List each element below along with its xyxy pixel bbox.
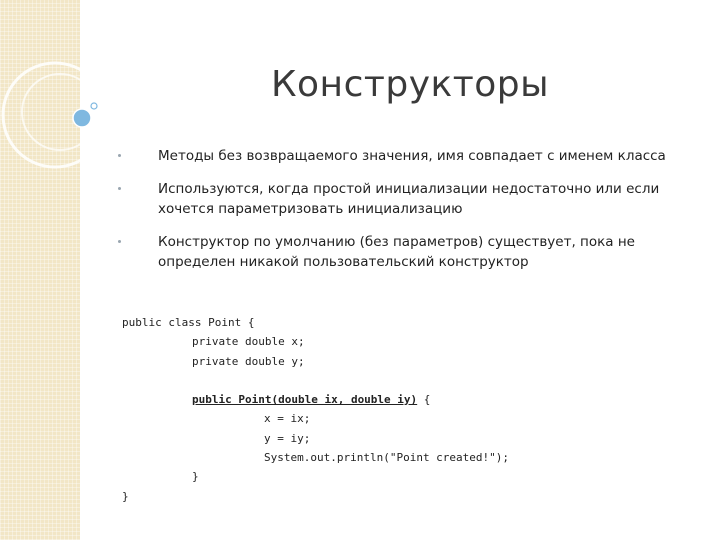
code-line: y = iy; (264, 431, 311, 445)
code-line: private double x; (192, 335, 305, 349)
deco-bubble-small (91, 103, 97, 109)
deco-ring-large (3, 63, 107, 167)
constructor-signature: public Point(double ix, double iy) (192, 393, 418, 407)
code-line: } (122, 489, 129, 503)
code-line: public class Point { (122, 316, 255, 329)
bullet-text: Методы без возвращаемого значения, имя совпадает с именем класса (158, 148, 666, 164)
code-block (122, 313, 509, 506)
code-spacer (122, 371, 509, 390)
code-line: x = ix; (264, 412, 311, 426)
bullet-item (118, 232, 678, 272)
bullet-text: Используются, когда простой инициализации недостаточно или если хочется параметризовать инициализацию (158, 181, 660, 217)
code-line: System.out.println("Point created!"); (264, 451, 510, 465)
code-brace: { (417, 393, 431, 407)
bullet-item (118, 146, 678, 166)
bullet-icon (118, 187, 121, 190)
code-line: private double y; (192, 354, 305, 368)
code-line: } (192, 470, 199, 484)
code-line (122, 390, 509, 409)
bullet-icon (118, 154, 121, 157)
bullet-item (118, 179, 678, 219)
bullet-list (118, 146, 678, 285)
slide-title: Конструкторы (270, 64, 550, 106)
bullet-text: Конструктор по умолчанию (без параметров) существует, пока не определен никакой пользовательский конструктор (158, 234, 635, 270)
deco-bubble-large (73, 109, 91, 127)
bullet-icon (118, 240, 121, 243)
